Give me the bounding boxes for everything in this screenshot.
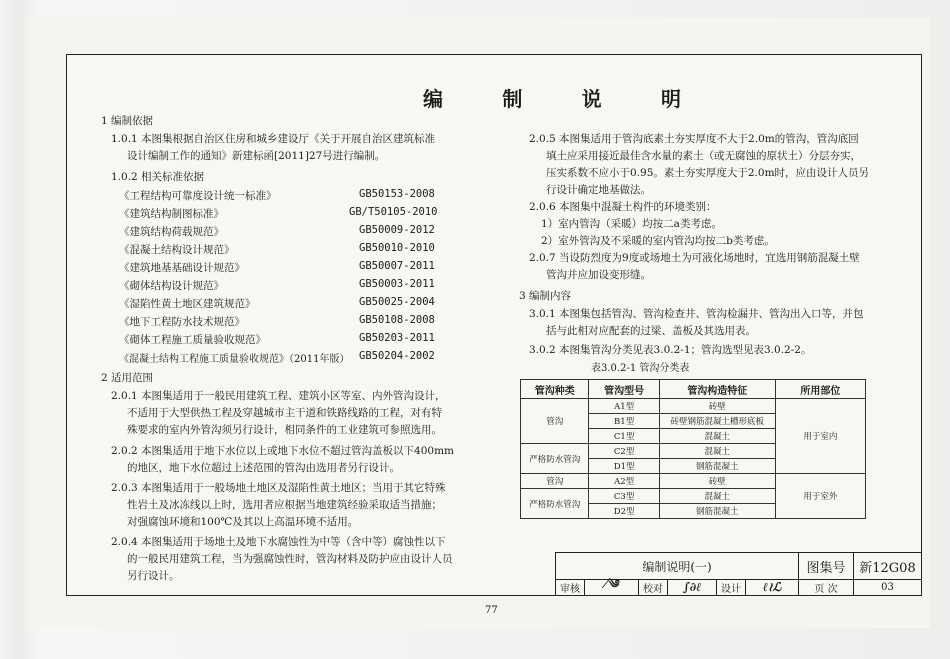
signature: ∫∂ℓ: [682, 580, 702, 594]
section-2-heading: 2 适用范围: [101, 372, 154, 384]
cell-model: D2型: [589, 504, 659, 519]
check-label: 校对: [638, 579, 668, 596]
cell-model: A2型: [589, 474, 659, 489]
column-header: 管沟型号: [589, 380, 659, 399]
column-header: 管沟种类: [521, 380, 589, 399]
table-caption: 表3.0.2-1 管沟分类表: [591, 363, 690, 374]
para-1-0-1-l1: 1.0.1 本图集根据自治区住房和城乡建设厅《关于开展自治区建筑标准: [111, 133, 436, 145]
cell-feature: 砖壁: [659, 399, 775, 414]
table-row: [521, 399, 866, 414]
para-2-0-2: 的地区，地下水位超过上述范围的管沟由选用者另行设计。: [127, 462, 400, 474]
table-row: [521, 474, 866, 489]
cell-model: C3型: [589, 489, 659, 504]
standard-code: GB50153-2008: [359, 188, 435, 200]
standard-name: 《砌体结构设计规范》: [119, 280, 224, 292]
check-signature: [667, 579, 717, 596]
cell-model: A1型: [589, 399, 659, 414]
classification-table: [520, 379, 866, 519]
standard-code: GB50203-2011: [359, 332, 435, 344]
section-3-heading: 3 编制内容: [519, 290, 572, 302]
para-2-0-5: 行设计确定地基做法。: [546, 184, 651, 196]
para-2-0-1: 殊要求的室内外管沟须另行设计，相同条件的工业建筑可参照选用。: [127, 424, 442, 436]
cell-model: B1型: [589, 414, 659, 429]
standard-code: GB50108-2008: [359, 314, 435, 326]
para-3-0-1: 3.0.1 本图集包括管沟、管沟检查井、管沟检漏井、管沟出入口等，并包: [529, 308, 864, 320]
title-char: 说: [581, 87, 604, 111]
page-title: [423, 83, 683, 113]
cell-feature: 钢筋混凝土: [659, 504, 775, 519]
para-2-0-4: 的一般民用建筑工程，当为强腐蚀性时，管沟材料及防护应由设计人员: [127, 553, 453, 565]
standard-code: GB50025-2004: [359, 296, 435, 308]
page-number: 77: [485, 605, 498, 616]
para-2-0-5: 2.0.5 本图集适用于管沟底素土夯实厚度不大于2.0m的管沟，管沟底回: [529, 133, 859, 145]
standard-code: GB50007-2011: [359, 260, 435, 272]
page-sheet-number: 03: [853, 579, 922, 596]
standard-code: GB50010-2010: [359, 242, 435, 254]
para-2-0-1: 2.0.1 本图集适用于一般民用建筑工程、建筑小区等室、内外管沟设计，: [111, 390, 446, 402]
cell-feature: 混凝土: [659, 429, 775, 444]
para-2-0-6: 2）室外管沟及不采暖的室内管沟均按二b类考虑。: [541, 235, 775, 247]
para-2-0-6: 2.0.6 本图集中混凝土构件的环境类别：: [529, 201, 717, 213]
para-3-0-2: 3.0.2 本图集管沟分类见表3.0.2-1；管沟选型见表3.0.2-2。: [529, 344, 812, 356]
cell-kind: 管沟: [521, 399, 589, 444]
cell-model: D1型: [589, 459, 659, 474]
para-2-0-3: 性岩土及冰冻线以上时，选用者应根据当地建筑经验采取适当措施；: [127, 499, 442, 511]
cell-feature: 钢筋混凝土: [659, 459, 775, 474]
cell-feature: 砖壁钢筋混凝土槽形底板: [659, 414, 775, 429]
para-2-0-7: 管沟并应加设变形缝。: [546, 269, 651, 281]
cell-use: 用于室内: [775, 399, 865, 474]
cell-kind: 严格防水管沟: [521, 444, 589, 474]
title-char: 制: [502, 87, 525, 111]
cell-feature: 砖壁: [659, 474, 775, 489]
standard-name: 《混凝土结构工程施工质量验收规范》（2011年版）: [119, 354, 350, 365]
cell-model: C1型: [589, 429, 659, 444]
page-label: 页 次: [798, 579, 854, 596]
standard-name: 《建筑结构荷载规范》: [119, 226, 224, 238]
standard-code: GB50003-2011: [359, 278, 435, 290]
cell-use: 用于室外: [775, 474, 865, 519]
para-2-0-1: 不适用于大型供热工程及穿越城市主干道和铁路线路的工程，对有特: [127, 407, 442, 419]
drawing-name: 编制说明(一): [555, 552, 799, 580]
standard-name: 《地下工程防水技术规范》: [119, 316, 245, 328]
signature: ⁄༄: [604, 576, 619, 591]
title-char: 明: [660, 87, 683, 111]
para-3-0-1: 括与此相对应配套的过梁、盖板及其选用表。: [546, 325, 756, 337]
standard-name: 《砌体工程施工质量验收规范》: [119, 334, 266, 346]
para-2-0-3: 对强腐蚀环境和100℃及其以上高温环境不适用。: [127, 516, 359, 528]
para-2-0-5: 填土应采用接近最佳含水量的素土（或无腐蚀的原状土）分层夯实，: [546, 150, 861, 162]
cell-feature: 混凝土: [659, 489, 775, 504]
para-2-0-3: 2.0.3 本图集适用于一般场地土地区及湿陷性黄土地区；当用于其它特殊: [111, 482, 446, 494]
column-header: 管沟构造特征: [659, 380, 775, 399]
signature: ℓ≀ℒ: [762, 580, 782, 594]
para-2-0-7: 2.0.7 当设防烈度为9度或场地土为可液化场地时，宜选用钢筋混凝土壁: [529, 252, 860, 264]
cell-model: C2型: [589, 444, 659, 459]
review-signature: [584, 576, 639, 596]
standard-name: 《建筑结构制图标准》: [119, 208, 224, 220]
title-char: 编: [423, 87, 445, 111]
standard-code: GB50204-2002: [359, 350, 435, 362]
para-1-0-1-l2: 设计编制工作的通知》新建标函[2011]27号进行编制。: [127, 150, 386, 162]
standard-code: GB/T50105-2010: [349, 206, 438, 218]
design-label: 设计: [716, 579, 746, 596]
review-label: 审核: [555, 579, 585, 596]
standard-name: 《建筑地基基础设计规范》: [119, 262, 245, 274]
standard-name: 《湿陷性黄土地区建筑规范》: [119, 298, 256, 310]
para-2-0-2: 2.0.2 本图集适用于地下水位以上或地下水位不超过管沟盖板以下400mm: [111, 445, 455, 457]
atlas-number: 新12G08: [853, 552, 922, 580]
cell-feature: 混凝土: [659, 444, 775, 459]
atlas-number-label: 图集号: [798, 552, 854, 580]
table-header-row: [521, 380, 866, 399]
design-signature: [745, 579, 799, 596]
para-2-0-6: 1）室内管沟（采暖）均按二a类考虑。: [541, 218, 722, 230]
cell-kind: 严格防水管沟: [521, 489, 589, 519]
section-1-heading: 1 编制依据: [101, 115, 154, 127]
para-2-0-4: 另行设计。: [127, 570, 180, 582]
column-header: 所用部位: [775, 380, 865, 399]
cell-kind: 管沟: [521, 474, 589, 489]
para-2-0-4: 2.0.4 本图集适用于场地土及地下水腐蚀性为中等（含中等）腐蚀性以下: [111, 536, 446, 548]
standard-name: 《工程结构可靠度设计统一标准》: [119, 190, 277, 202]
standard-code: GB50009-2012: [359, 224, 435, 236]
para-1-0-2-heading: 1.0.2 相关标准依据: [111, 171, 205, 183]
para-2-0-5: 压实系数不应小于0.95。素土夯实厚度大于2.0m时，应由设计人员另: [546, 167, 870, 179]
standard-name: 《混凝土结构设计规范》: [119, 244, 235, 256]
